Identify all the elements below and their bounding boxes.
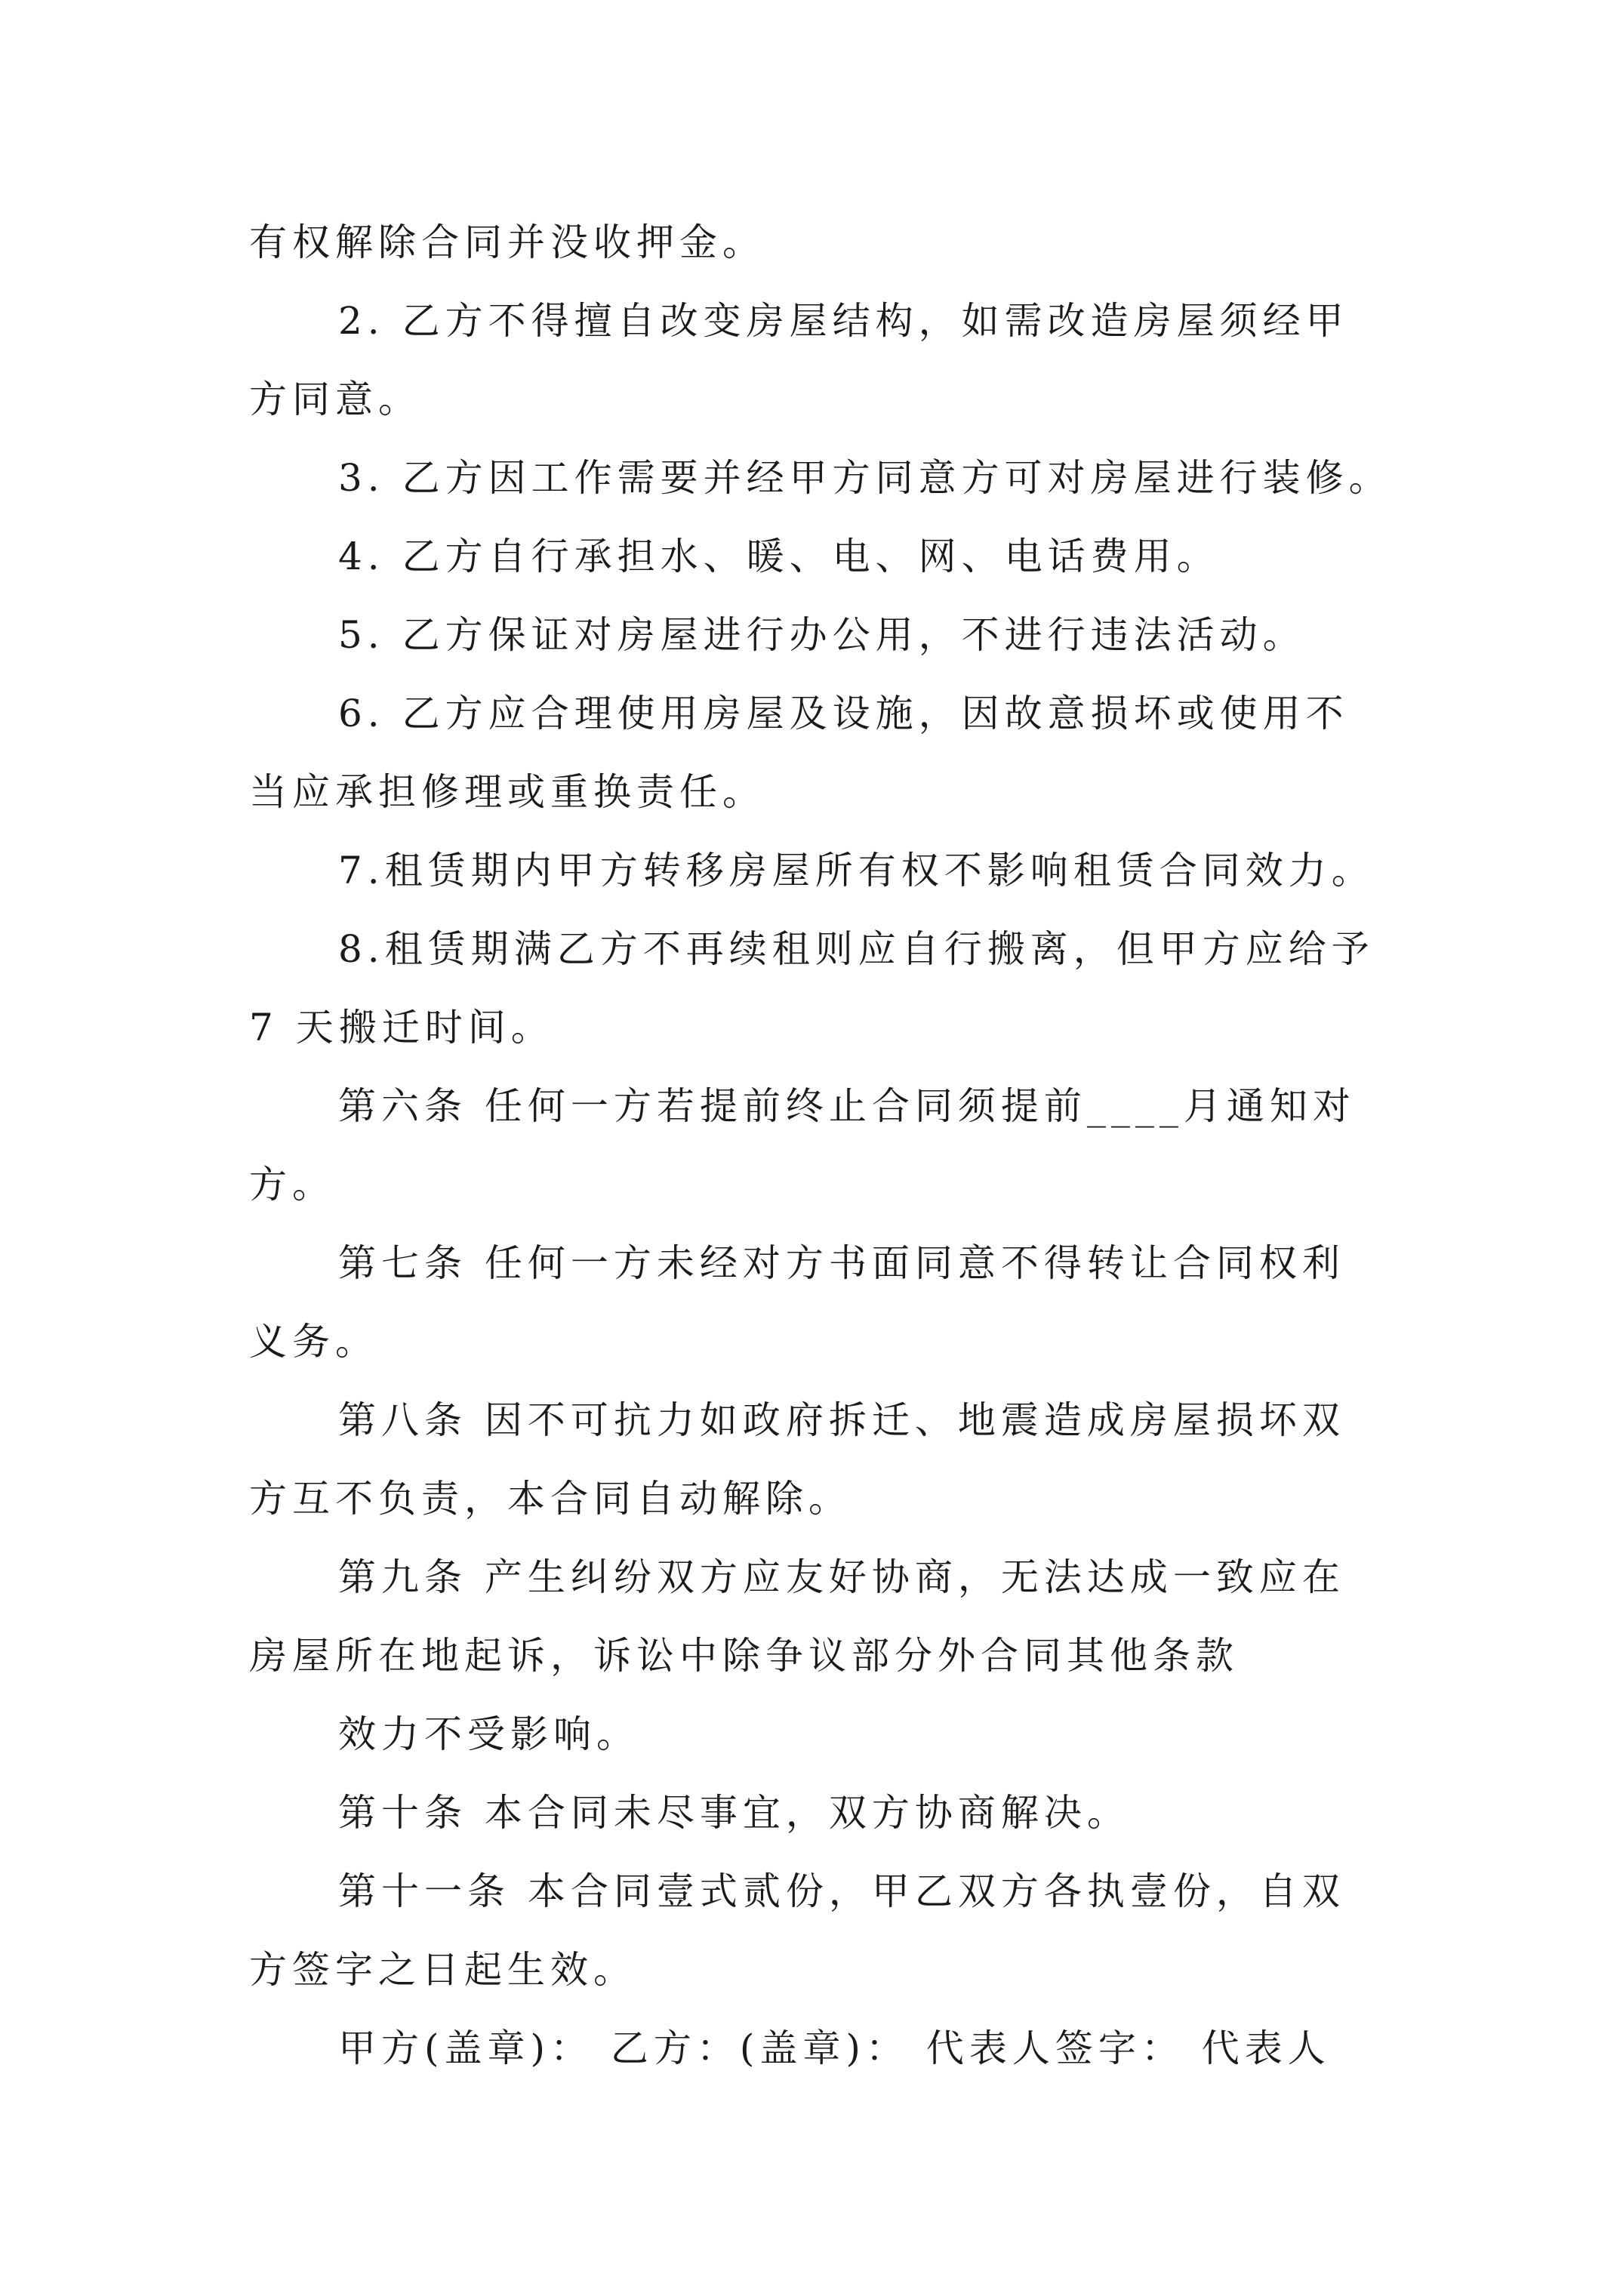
- article-7: 第七条 任何一方未经对方书面同意不得转让合同权利: [338, 1241, 1345, 1285]
- clause-item-2: 2. 乙方不得擅自改变房屋结构，如需改造房屋须经甲: [338, 299, 1349, 343]
- text-line: 方同意。: [249, 378, 421, 421]
- article-9: 第九条 产生纠纷双方应友好协商，无法达成一致应在: [338, 1555, 1345, 1599]
- text-line: 方。: [249, 1163, 335, 1207]
- clause-item-6: 6. 乙方应合理使用房屋及设施，因故意损坏或使用不: [338, 692, 1349, 735]
- text-line: 有权解除合同并没收押金。: [249, 220, 765, 264]
- text-line: 当应承担修理或重换责任。: [249, 770, 765, 814]
- clause-item-5: 5. 乙方保证对房屋进行办公用，不进行违法活动。: [338, 613, 1306, 657]
- article-11: 第十一条 本合同壹式贰份，甲乙双方各执壹份，自双: [338, 1869, 1345, 1913]
- text-line: 方互不负责，本合同自动解除。: [249, 1477, 852, 1521]
- article-8: 第八条 因不可抗力如政府拆迁、地震造成房屋损坏双: [338, 1398, 1345, 1442]
- text-line: 义务。: [249, 1320, 378, 1364]
- text-line: 方签字之日起生效。: [249, 1948, 636, 1992]
- article-10: 第十条 本合同未尽事宜，双方协商解决。: [338, 1791, 1130, 1835]
- article-6: 第六条 任何一方若提前终止合同须提前____月通知对: [338, 1084, 1356, 1128]
- clause-item-3: 3. 乙方因工作需要并经甲方同意方可对房屋进行装修。: [338, 456, 1392, 500]
- signature-line: 甲方(盖章)： 乙方：(盖章)： 代表人签字： 代表人: [338, 2026, 1331, 2070]
- text-line: 房屋所在地起诉，诉讼中除争议部分外合同其他条款: [249, 1634, 1239, 1678]
- clause-item-4: 4. 乙方自行承担水、暖、电、网、电话费用。: [338, 535, 1220, 578]
- text-line: 7 天搬迁时间。: [249, 1006, 554, 1049]
- clause-item-8: 8.租赁期满乙方不再续租则应自行搬离，但甲方应给予: [338, 927, 1375, 971]
- text-line: 效力不受影响。: [338, 1712, 639, 1756]
- clause-item-7: 7.租赁期内甲方转移房屋所有权不影响租赁合同效力。: [338, 849, 1375, 892]
